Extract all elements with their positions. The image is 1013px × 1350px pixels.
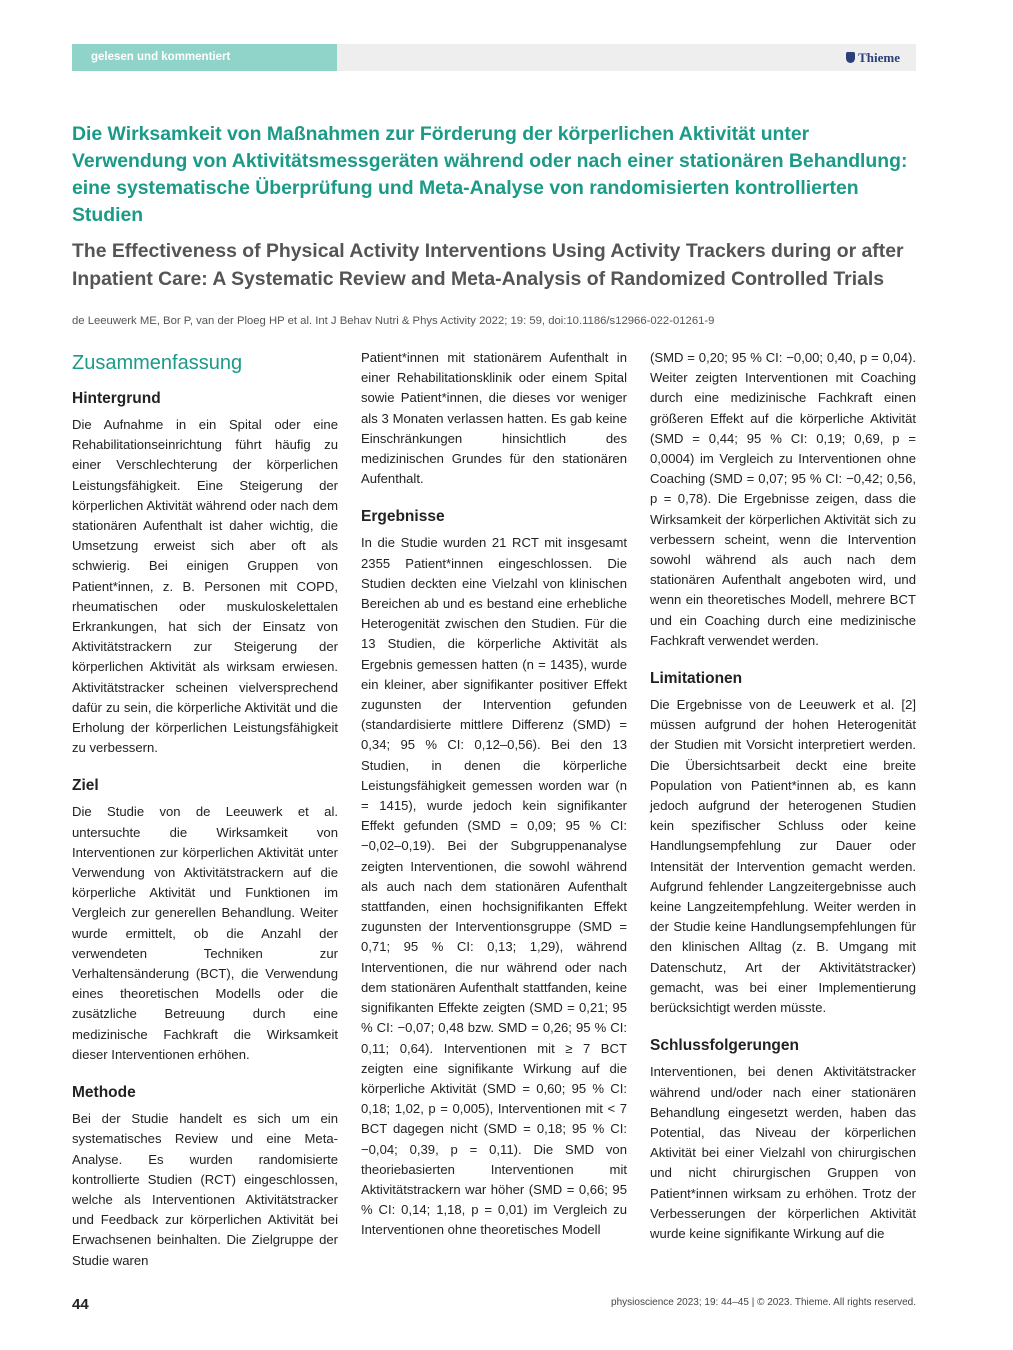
ergebnisse-text: In die Studie wurden 21 RCT mit insgesamt 2355 Patient*innen eingeschlossen. Die Studien deckten eine Vielzahl von klinischen Bereichen ab und es bestand eine erhebliche Heterogenität zwischen den Studien. Für die 13 Studien, die körperliche Aktivität als Ergebnis gemessen hatten (n = 1435), wurde ein kleiner, aber signifikanter positiver Effekt zugunsten der Intervention gefunden (standardisierte mittlere Differenz (SMD) = 0,34; 95 % CI: 0,12–0,56). Bei den 13 Studien, in denen die körperliche Leistungsfähigkeit gemessen worden war (n = 1415), wurde jedoch kein signifikanter Effekt gefunden (SMD = 0,09; 95 % CI: −0,02–0,19). Bei der Subgruppenanalyse zeigten Interventionen, die sowohl während als auch nach dem stationären Aufenthalt stattfanden, einen hochsignifikanten Effekt zugunsten der Interventionsgruppe (SMD = 0,71; 95 % CI: 0,13; 1,29), während Interventionen, die nur während oder nach dem stationären Aufenthalt stattfanden, keine signifikanten Effekte zeigten (SMD = 0,21; 95 % CI: −0,07; 0,48 bzw. SMD = 0,26; 95 % CI: 0,11; 0,64). Interventionen mit ≥ 7 BCT zeigten eine signifikante Wirkung auf die körperliche Aktivität (SMD = 0,60; 95 % CI: 0,18; 1,02, p = 0,005), Interventionen mit < 7 BCT dagegen nicht (SMD = 0,18; 95 % CI: −0,04; 0,39, p = 0,11). Die SMD von theoriebasierten Interventionen mit Aktivitätstrackern war höher (SMD = 0,66; 95 % CI: 0,14; 1,18, p = 0,01) im Vergleich zu Interventionen ohne theoretisches Modell xyxy=(361,535,627,1238)
ziel-heading: Ziel xyxy=(72,777,99,795)
schlussfolgerungen-text: Interventionen, bei denen Aktivitätstracker während und/oder nach einer stationären Behandlung eingesetzt werden, haben das Potential, das Niveau der körperlichen Aktivität bei einer Vielzahl von chirurgischen und nicht chirurgischen Gruppen von Patient*innen wirksam zu erhöhen. Trotz der Verbesserungen der körperlichen Aktivität wurde keine signifikante Wirkung auf die xyxy=(650,1064,916,1241)
methode-text: Bei der Studie handelt es sich um ein systematisches Review und eine Meta-Analyse. Es wurden randomisierte kontrollierte Studien (RCT) eingeschlossen, welche als Interventionen Aktivitätstracker und Feedback zur körperlichen Aktivität bei Erwachsenen beinhalten. Die Zielgruppe der Studie waren xyxy=(72,1111,338,1268)
methode-text-continued: Patient*innen mit stationärem Aufenthalt in einer Rehabilitationsklinik oder einem Spital sowie Patient*innen, die dieses vor weniger als 3 Monaten verlassen hatten. Es gab keine Einschränkungen hinsichtlich des medizinischen Grundes für den stationären Aufenthalt. xyxy=(361,350,627,487)
hintergrund-text: Die Aufnahme in ein Spital oder eine Rehabilitationseinrichtung führt häufig zu einer Verschlechterung der körperlichen Leistungsfähigkeit. Eine Steigerung der körperlichen Aktivität während oder nach dem stationären Aufenthalt ist daher wichtig, die Umsetzung erweist sich aber oft als schwierig. Bei einigen Gruppen von Patient*innen, z. B. Personen mit COPD, rheumatischen oder muskuloskelettalen Erkrankungen, hat sich der Einsatz von Aktivitätstrackern zur Steigerung der körperlichen Aktivität als wirksam erwiesen. Aktivitätstracker scheinen vielversprechend dafür zu sein, die körperliche Aktivität und die Erholung der körperlichen Leistungsfähigkeit zu verbessern. xyxy=(72,417,338,756)
article-title-english: The Effectiveness of Physical Activity Interventions Using Activity Trackers during or after Inpatient Care: A Systematic Review and Meta-Analysis of Randomized Controlled Trials xyxy=(72,240,904,290)
thieme-logo-icon xyxy=(846,52,855,63)
article-title-german: Die Wirksamkeit von Maßnahmen zur Förderung der körperlichen Aktivität unter Verwendung von Aktivitätsmessgeräten während oder nach einer stationären Behandlung: eine systematische Überprüfung und Meta-Analyse von randomisierten kontrollierten Studien xyxy=(72,123,908,226)
limitationen-text: Die Ergebnisse von de Leeuwerk et al. [2] müssen aufgrund der hohen Heterogenität der Studien mit Vorsicht interpretiert werden. Die Übersichtsarbeit deckt eine breite Population von Patient*innen ab, es kann jedoch aufgrund der heterogenen Studien kein spezifischer Schluss oder keine Handlungsempfehlung zur Dauer oder Intensität der Intervention gemacht werden. Aufgrund fehlender Langzeitergebnisse auch keine Langzeitempfehlung. Weiter werden in der Studie keine Handlungsempfehlungen für den klinischen Alltag (z. B. Umgang mit Datenschutz, Art der Aktivitätstracker) gemacht, was bei einer Implementierung berücksichtigt werden müsste. xyxy=(650,697,916,1016)
ergebnisse-heading: Ergebnisse xyxy=(361,508,445,526)
column-3 xyxy=(650,348,916,1262)
summary-heading: Zusammenfassung xyxy=(72,352,243,374)
ziel-text: Die Studie von de Leeuwerk et al. untersuchte die Wirksamkeit von Interventionen zur körperlichen Aktivität unter Verwendung von Aktivitätstrackern auf die körperliche Aktivität und Funktionen im Vergleich zur generellen Behandlung. Weiter wurde ermittelt, ob die Anzahl der verwendeten Techniken zur Verhaltensänderung (BCT), die Verwendung eines theoretischen Modells oder die zusätzliche Betreuung durch eine medizinische Fachkraft die Wirksamkeit dieser Interventionen erhöhen. xyxy=(72,804,338,1062)
hintergrund-heading: Hintergrund xyxy=(72,390,161,407)
citation: de Leeuwerk ME, Bor P, van der Ploeg HP et al. Int J Behav Nutri & Phys Activity 2022; 19: 59, doi:10.1186/s12966-022-01261-9 xyxy=(72,315,715,327)
column-1 xyxy=(72,348,338,1289)
methode-heading: Methode xyxy=(72,1084,136,1102)
column-2 xyxy=(361,348,627,1259)
ergebnisse-text-continued: (SMD = 0,20; 95 % CI: −0,00; 0,40, p = 0,04). Weiter zeigten Interventionen mit Coaching durch eine medizinische Fachkraft einen größeren Effekt auf die körperliche Aktivität (SMD = 0,44; 95 % CI: 0,19; 0,69, p = 0,0004) im Vergleich zu Interventionen ohne Coaching (SMD = 0,07; 95 % CI: −0,42; 0,56, p = 0,78). Die Ergebnisse zeigen, dass die Wirksamkeit der körperlichen Aktivität sich zu verbessern scheint, wenn die Intervention sowohl während als auch nach dem stationären Aufenthalt angeboten wird, und wenn ein theoretisches Modell, mehrere BCT und ein Coaching durch eine medizinische Fachkraft verwendet werden. xyxy=(650,350,916,648)
publisher-logo xyxy=(846,44,900,71)
header-bar-fill xyxy=(337,44,916,71)
page-number: 44 xyxy=(72,1296,89,1313)
schlussfolgerungen-heading: Schlussfolgerungen xyxy=(650,1037,799,1055)
journal-footer: physioscience 2023; 19: 44–45 | © 2023. Thieme. All rights reserved. xyxy=(611,1297,916,1308)
section-tag: gelesen und kommentiert xyxy=(72,44,337,71)
publisher-name: Thieme xyxy=(858,50,900,65)
header-bar xyxy=(72,44,916,71)
limitationen-heading: Limitationen xyxy=(650,670,743,688)
